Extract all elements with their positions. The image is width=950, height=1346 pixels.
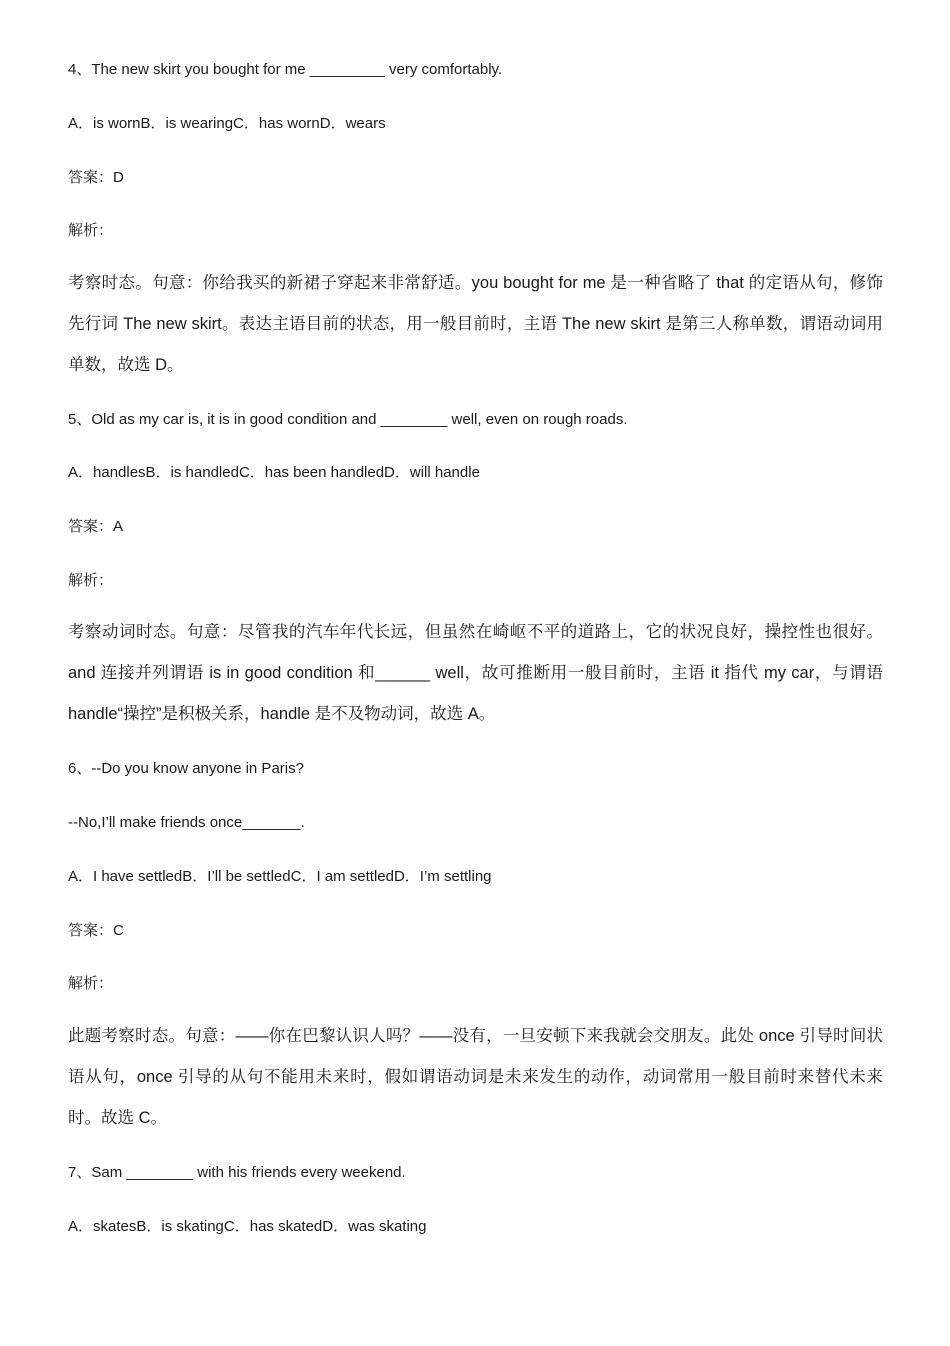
question-6-analysis: 此题考察时态。句意：——你在巴黎认识人吗？——没有，一旦安顿下来我就会交朋友。此处 once 引导时间状语从句，once 引导的从句不能用未来时，假如谓语动词是未来发生的动作，动词常用一般目前时来替代未来时。故选 C。 xyxy=(68,1027,883,1127)
question-5-analysis: 考察动词时态。句意：尽管我的汽车年代长远，但虽然在崎岖不平的道路上，它的状况良好，操控性也很好。and 连接并列谓语 is in good condition 和______ well，故可推断用一般目前时，主语 it 指代 my car，与谓语 handle“操控”是积极关系，handle 是不及物动词，故选 A。 xyxy=(68,623,883,723)
question-6-answer: 答案：C xyxy=(68,922,124,939)
question-4-text: 4、The new skirt you bought for me _________ very comfortably. xyxy=(68,61,503,78)
question-4-analysis: 考察时态。句意：你给我买的新裙子穿起来非常舒适。you bought for me 是一种省略了 that 的定语从句，修饰先行词 The new skirt。表达主语目前的状态，用一般目前时，主语 The new skirt 是第三人称单数，谓语动词用单数，故选 D。 xyxy=(68,274,883,374)
question-6-text: 6、--Do you know anyone in Paris? xyxy=(68,760,304,777)
question-6-options: A．I have settledB．I’ll be settledC．I am settledD．I’m settling xyxy=(68,868,492,885)
question-7-text: 7、Sam ________ with his friends every weekend. xyxy=(68,1164,406,1181)
question-4-answer: 答案：D xyxy=(68,169,124,186)
question-5-answer: 答案：A xyxy=(68,518,124,535)
question-7-options: A．skatesB．is skatingC．has skatedD．was skating xyxy=(68,1218,427,1235)
question-4-options: A．is wornB．is wearingC．has wornD．wears xyxy=(68,115,386,132)
question-5-options: A．handlesB．is handledC．has been handledD．will handle xyxy=(68,464,480,481)
question-4-analysis-label: 解析： xyxy=(68,222,114,239)
question-5-text: 5、Old as my car is, it is in good condition and ________ well, even on rough roads. xyxy=(68,411,628,428)
question-6-text-line2: --No,I’ll make friends once_______. xyxy=(68,814,305,831)
question-5-analysis-label: 解析： xyxy=(68,572,114,589)
question-6-analysis-label: 解析： xyxy=(68,975,114,992)
